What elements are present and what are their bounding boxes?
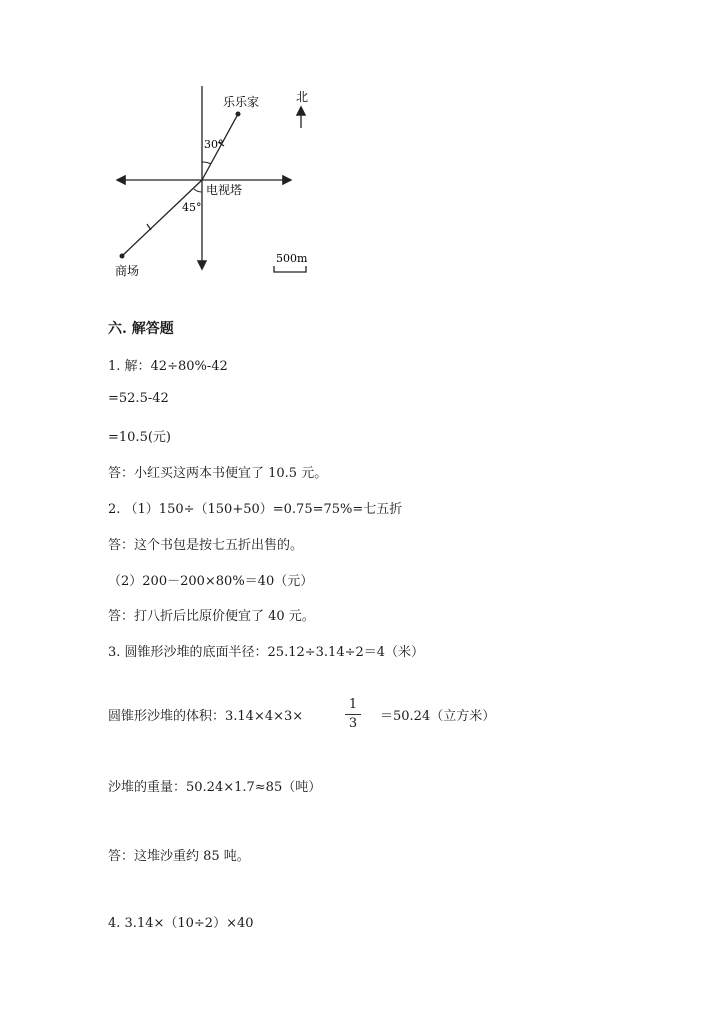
answer-line: =10.5(元) [108, 430, 171, 445]
label-mall: 商场 [115, 264, 140, 278]
answer-line: 答：小红买这两本书便宜了 10.5 元。 [108, 466, 328, 481]
label-tv-tower: 电视塔 [206, 183, 243, 197]
answer-line: 4. 3.14×（10÷2）×40 [108, 916, 254, 931]
answer-line: 答：打八折后比原价便宜了 40 元。 [108, 609, 315, 624]
answer-line: 3. 圆锥形沙堆的底面半径：25.12÷3.14÷2＝4（米） [108, 645, 425, 660]
direction-diagram [100, 80, 340, 285]
answer-line: （2）200－200×80%＝40（元） [108, 574, 314, 589]
label-angle-45: 45° [182, 201, 202, 214]
line-to-mall [122, 180, 202, 256]
answer-line: 答：这堆沙重约 85 吨。 [108, 849, 250, 864]
answer-line: 1. 解：42÷80%-42 [108, 359, 228, 374]
answer-line: 沙堆的重量：50.24×1.7≈85（吨） [108, 780, 322, 795]
answer-line: =52.5-42 [108, 391, 169, 406]
home-point [236, 112, 241, 117]
fraction-one-third [345, 697, 361, 732]
label-angle-30: 30° [204, 138, 224, 151]
label-home: 乐乐家 [223, 95, 260, 109]
fraction-numerator: 1 [348, 697, 358, 712]
label-north: 北 [296, 90, 309, 104]
scale-bar [274, 266, 306, 272]
answer-line-volume-left: 圆锥形沙堆的体积：3.14×4×3× [108, 709, 304, 724]
angle-arc-45 [194, 189, 202, 192]
answer-line-volume-right: ＝50.24（立方米） [380, 709, 496, 724]
angle-arc-30 [202, 162, 211, 164]
fraction-bar [345, 714, 361, 715]
fraction-denominator: 3 [348, 716, 358, 731]
answer-line: 答：这个书包是按七五折出售的。 [108, 538, 304, 553]
section-title: 六. 解答题 [108, 321, 174, 337]
label-scale: 500m [276, 252, 308, 265]
mall-point [120, 254, 125, 259]
answer-line: 2. （1）150÷（150+50）=0.75=75%=七五折 [108, 502, 403, 517]
tick-mark [147, 224, 151, 230]
direction-diagram-svg [100, 80, 340, 285]
